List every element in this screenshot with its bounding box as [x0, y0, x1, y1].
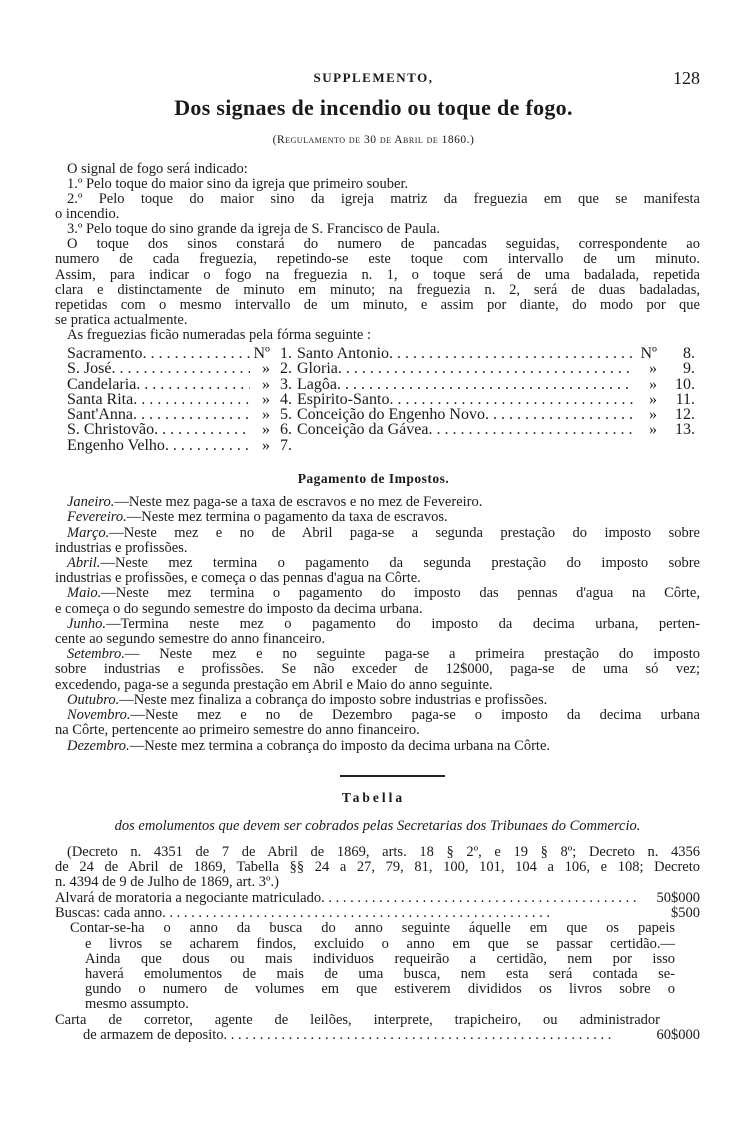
fee-value: $500: [671, 905, 700, 922]
freguezia-row: [67, 407, 292, 422]
freguezias-intro: As freguezias ficão numeradas pela fórma seguinte :: [67, 327, 371, 343]
month-name: Junho.: [67, 616, 107, 632]
decree-line: de 24 de Abril de 1869, Tabella §§ 24 a 27, 79, 81, 100, 101, 104 a 106, e 108; Decreto: [55, 860, 700, 876]
freguezia-number: 7.: [280, 436, 292, 454]
page-title: Dos signaes de incendio ou toque de fogo.: [174, 95, 573, 120]
freguezia-row: [297, 346, 695, 361]
month-name: Novembro.: [67, 708, 131, 724]
text-line: O toque dos sinos constará do numero de pancadas seguidas, correspondente ao: [67, 237, 700, 253]
month-name: Janeiro.: [67, 495, 115, 510]
freguezias-left-column: [67, 346, 292, 453]
note-line: Contar-se-ha o anno da busca do anno seguinte áquelle em que os papeis: [70, 921, 675, 937]
freguezia-mark: »: [649, 406, 657, 424]
freguezia-number: 4.: [280, 390, 292, 408]
impostos-section: [55, 495, 700, 754]
month-entry: [55, 510, 700, 525]
freguezia-mark: »: [262, 375, 270, 393]
freguezia-number: 5.: [280, 406, 292, 424]
freguezia-number: 13.: [675, 421, 695, 439]
month-entry: [55, 693, 700, 708]
freguezia-number: 8.: [683, 345, 695, 362]
text-line: 2.º Pelo toque do maior sino da igreja matriz da freguezia em que se manifesta: [67, 192, 700, 207]
freguezia-name: Gloria: [297, 360, 338, 378]
tabella-subheading: dos emolumentos que devem ser cobrados pelas Secretarias dos Tribunaes do Commercio.: [114, 818, 641, 834]
text-line: industrias e profissões.: [55, 540, 188, 556]
note-line: Ainda que dous ou mais individuos requeirão a certidão, nem por isso: [85, 951, 675, 967]
month-text: —Neste mez paga-se a taxa de escravos e no mez de Fevereiro.: [114, 495, 483, 510]
tabella-section: [55, 845, 700, 1043]
month-name: Fevereiro.: [67, 510, 127, 526]
month-name: Dezembro.: [67, 738, 130, 754]
text-line: 3.º Pelo toque do sino grande da igreja de S. Francisco de Paula.: [67, 222, 440, 238]
text-line: numero de cada freguezia, repetindo-se este toque com intervallo de um minuto.: [55, 252, 700, 268]
fee-item: [55, 906, 700, 921]
freguezia-mark: Nº: [253, 345, 270, 362]
fee-label: de armazem de deposito: [83, 1026, 224, 1043]
freguezia-row: [297, 392, 695, 407]
freguezia-name: S. Christovão: [67, 421, 155, 439]
freguezia-number: 6.: [280, 421, 292, 439]
fee-label: Alvará de moratoria a negociante matriculado: [55, 889, 322, 906]
buscas-note: [55, 921, 675, 1012]
month-entry: [55, 739, 700, 754]
freguezia-name: Espirito-Santo: [297, 390, 390, 408]
month-entry: [55, 708, 700, 723]
month-entry: [55, 495, 700, 510]
month-text: — Neste mez e no seguinte paga-se a primeira prestação do imposto: [124, 647, 700, 663]
fee-value: 50$000: [656, 889, 700, 906]
month-text: —Neste mez termina o pagamento do imposto das pennas d'agua na Côrte,: [101, 586, 700, 602]
signals-section: [55, 162, 700, 328]
freguezia-number: 12.: [675, 406, 695, 424]
freguezia-name: Santo Antonio: [297, 345, 390, 362]
month-name: Outubro.: [67, 692, 120, 708]
carta-line: Carta de corretor, agente de leilões, interprete, trapicheiro, ou administrador: [55, 1012, 660, 1028]
freguezia-name: Conceição do Engenho Novo: [297, 406, 485, 424]
month-text: —Neste mez e no de Abril paga-se a segunda prestação do imposto sobre: [109, 525, 700, 541]
freguezia-name: Conceição da Gávea: [297, 421, 429, 439]
page-number: 128: [673, 68, 700, 88]
text-line: na Côrte, pertencente ao primeiro semestre do anno financeiro.: [55, 723, 420, 739]
freguezia-row: [67, 392, 292, 407]
month-text: —Neste mez termina o pagamento da segunda prestação do imposto sobre: [100, 555, 700, 571]
freguezia-mark: »: [262, 390, 270, 408]
text-line: sobre industrias e profissões. Se não exceder de 12$000, paga-se de uma só vez;: [55, 662, 700, 678]
freguezia-name: S. José: [67, 360, 112, 378]
freguezia-number: 10.: [675, 375, 695, 393]
note-line: haverá emolumentos de mais de uma busca, nem esta será contada se-: [85, 966, 675, 982]
text-line: industrias e profissões, e começa o das pennas d'agua na Côrte.: [55, 571, 421, 587]
text-line: o incendio.: [55, 207, 120, 223]
fee-item: [55, 1028, 700, 1043]
subtitle: (Regulamento de 30 de Abril de 1860.): [272, 134, 475, 146]
freguezia-number: 1.: [280, 345, 292, 362]
text-line: e começa o do segundo semestre do imposto da decima urbana.: [55, 601, 423, 617]
month-entry: [55, 586, 700, 601]
month-text: —Termina neste mez o pagamento do imposto da decima urbana, perten-: [106, 616, 700, 632]
freguezia-number: 9.: [683, 360, 695, 378]
month-text: —Neste mez termina a cobrança do imposto da decima urbana na Côrte.: [129, 738, 551, 754]
month-name: Maio.: [67, 586, 102, 602]
freguezia-number: 11.: [675, 390, 695, 408]
freguezias-right-column: [297, 346, 695, 438]
freguezia-mark: »: [649, 421, 657, 439]
note-line: mesmo assumpto.: [85, 997, 189, 1013]
freguezia-name: Sacramento: [67, 345, 143, 362]
month-name: Abril.: [67, 555, 101, 571]
freguezia-mark: »: [262, 406, 270, 424]
text-line: cente ao segundo semestre do anno financeiro.: [55, 632, 326, 647]
freguezia-number: 2.: [280, 360, 292, 378]
freguezia-name: Engenho Velho: [67, 436, 165, 454]
freguezia-row: [67, 377, 292, 392]
freguezia-mark: »: [649, 375, 657, 393]
freguezia-mark: »: [262, 436, 270, 454]
month-entry: [55, 647, 700, 662]
fee-label: Buscas: cada anno: [55, 905, 163, 922]
freguezia-name: Lagôa: [297, 375, 337, 393]
freguezia-mark: »: [262, 421, 270, 439]
freguezia-row: [67, 438, 292, 453]
month-entry: [55, 617, 700, 632]
text-line: 1.º Pelo toque do maior sino da igreja que primeiro souber.: [67, 177, 409, 192]
freguezia-row: [67, 422, 292, 437]
note-line: gundo o numero de volumes em que estiverem divididos os livros sobre o: [85, 982, 675, 998]
freguezia-number: 3.: [280, 375, 292, 393]
impostos-heading: Pagamento de Impostos.: [297, 471, 450, 486]
freguezia-row: [297, 377, 695, 392]
month-text: —Neste mez termina o pagamento da taxa de escravos.: [126, 510, 448, 526]
note-line: e livros se acharem findos, excluido o anno em que se passar certidão.—: [85, 936, 675, 952]
freguezia-row: [297, 422, 695, 437]
fee-value: 60$000: [656, 1026, 700, 1043]
freguezia-row: [67, 346, 292, 361]
freguezia-row: [67, 361, 292, 376]
fee-item: [55, 891, 700, 906]
freguezia-mark: »: [649, 360, 657, 378]
month-entry: [55, 556, 700, 571]
decree-line: (Decreto n. 4351 de 7 de Abril de 1869, arts. 18 § 2º, e 19 § 8º; Decreto n. 4356: [67, 845, 700, 860]
freguezia-row: [297, 361, 695, 376]
running-title: SUPPLEMENTO,: [313, 70, 434, 85]
freguezia-mark: Nº: [640, 345, 657, 362]
freguezia-name: Santa Rita: [67, 390, 134, 408]
freguezia-name: Sant'Anna: [67, 406, 133, 424]
tabella-heading: Tabella: [341, 790, 406, 805]
freguezia-mark: »: [649, 390, 657, 408]
month-name: Março.: [67, 525, 110, 541]
decree-line: n. 4394 de 9 de Julho de 1869, art. 3º.): [55, 875, 279, 891]
text-line: se pratica actualmente.: [55, 313, 188, 329]
section-divider: [340, 775, 445, 777]
month-name: Setembro.: [67, 647, 125, 663]
month-entry: [55, 526, 700, 541]
month-text: —Neste mez e no de Dezembro paga-se o imposto da decima urbana: [130, 708, 700, 724]
text-line: Assim, para indicar o fogo na freguezia n. 1, o toque será de uma badalada, repetida: [55, 267, 700, 283]
text-line: O signal de fogo será indicado:: [67, 162, 248, 177]
freguezia-name: Candelaria: [67, 375, 137, 393]
text-line: repetidas com o mesmo intervallo de um minuto, e assim por diante, do modo por que: [55, 297, 700, 313]
text-line: clara e distinctamente de minuto em minuto; na freguezia n. 2, será de duas badaladas,: [55, 282, 700, 298]
text-line: excedendo, paga-se a segunda prestação em Abril e Maio do anno seguinte.: [55, 677, 493, 693]
freguezia-row: [297, 407, 695, 422]
month-text: —Neste mez finaliza a cobrança do imposto sobre industrias e profissões.: [119, 692, 548, 708]
freguezia-mark: »: [262, 360, 270, 378]
